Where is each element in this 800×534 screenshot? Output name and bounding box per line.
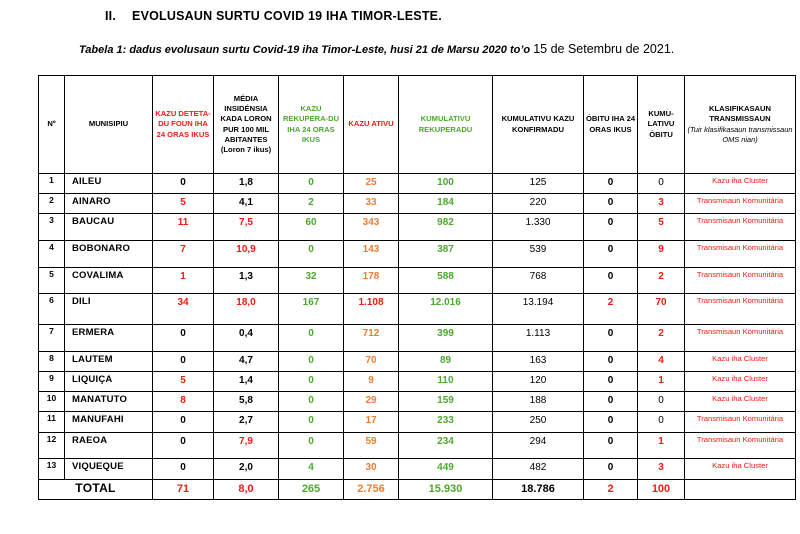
header-label: KAZU REKUPERA-DU IHA 24 ORAS IKUS [282, 104, 340, 144]
table-row [39, 294, 796, 325]
cell-cumulative_deaths: 3 [638, 459, 685, 480]
total-cumulative_recovered: 15.930 [399, 480, 493, 500]
cell-cumulative_confirmed: 250 [493, 412, 584, 433]
cell-cumulative_confirmed: 1.113 [493, 325, 584, 352]
cell-new_cases_24h: 8 [153, 392, 214, 412]
cell-no: 1 [39, 174, 65, 194]
cell-avg_daily_incidence_per_100k: 4,1 [214, 194, 279, 214]
cell-active_cases: 25 [344, 174, 399, 194]
cell-recovered_24h: 0 [279, 412, 344, 433]
cell-no: 12 [39, 433, 65, 459]
cell-cumulative_confirmed: 188 [493, 392, 584, 412]
cell-recovered_24h: 32 [279, 268, 344, 294]
cell-active_cases: 178 [344, 268, 399, 294]
cell-cumulative_recovered: 982 [399, 214, 493, 241]
cell-new_cases_24h: 0 [153, 325, 214, 352]
header-label: ÓBITU IHA 24 ORAS IKUS [585, 114, 636, 134]
cell-new_cases_24h: 0 [153, 459, 214, 480]
cell-cumulative_confirmed: 13.194 [493, 294, 584, 325]
table-row [39, 325, 796, 352]
cell-transmission_classification: Transmisaun Komunitária [685, 214, 796, 241]
cell-cumulative_confirmed: 482 [493, 459, 584, 480]
total-recovered_24h: 265 [279, 480, 344, 500]
cell-cumulative_deaths: 0 [638, 174, 685, 194]
cell-cumulative_confirmed: 294 [493, 433, 584, 459]
table-row [39, 433, 796, 459]
cell-cumulative_deaths: 5 [638, 214, 685, 241]
total-active_cases: 2.756 [344, 480, 399, 500]
table-caption [79, 42, 674, 56]
cell-recovered_24h: 167 [279, 294, 344, 325]
cell-active_cases: 17 [344, 412, 399, 433]
cell-deaths_24h: 0 [584, 241, 638, 268]
cell-new_cases_24h: 34 [153, 294, 214, 325]
cell-deaths_24h: 0 [584, 268, 638, 294]
cell-recovered_24h: 0 [279, 372, 344, 392]
cell-transmission_classification: Transmisaun Komunitária [685, 241, 796, 268]
cell-municipality: ERMERA [65, 325, 153, 352]
header-label: MÉDIA INSIDÉNSIA KADA LORON PUR 100 MIL ABITANTES (Loron 7 ikus) [220, 93, 272, 154]
cell-transmission_classification: Transmisaun Komunitária [685, 325, 796, 352]
table-row [39, 459, 796, 480]
header-label: KUMULATIVU KAZU KONFIRMADU [501, 114, 575, 134]
cell-new_cases_24h: 0 [153, 352, 214, 372]
table-header [39, 76, 796, 174]
cell-cumulative_recovered: 234 [399, 433, 493, 459]
cell-avg_daily_incidence_per_100k: 5,8 [214, 392, 279, 412]
header-deaths_24h [584, 76, 638, 174]
cell-transmission_classification: Transmisaun Komunitária [685, 194, 796, 214]
cell-cumulative_recovered: 233 [399, 412, 493, 433]
cell-deaths_24h: 0 [584, 433, 638, 459]
header-avg_daily_incidence_per_100k [214, 76, 279, 174]
cell-municipality: AINARO [65, 194, 153, 214]
cell-cumulative_deaths: 4 [638, 352, 685, 372]
cell-recovered_24h: 0 [279, 325, 344, 352]
cell-cumulative_deaths: 0 [638, 392, 685, 412]
covid-evolution-table [38, 75, 796, 500]
cell-deaths_24h: 2 [584, 294, 638, 325]
cell-cumulative_deaths: 0 [638, 412, 685, 433]
cell-recovered_24h: 0 [279, 174, 344, 194]
cell-cumulative_recovered: 100 [399, 174, 493, 194]
cell-no: 10 [39, 392, 65, 412]
cell-avg_daily_incidence_per_100k: 1,4 [214, 372, 279, 392]
table-row [39, 392, 796, 412]
cell-recovered_24h: 0 [279, 392, 344, 412]
cell-new_cases_24h: 5 [153, 194, 214, 214]
cell-active_cases: 30 [344, 459, 399, 480]
header-label: MUNISIPIU [88, 119, 129, 129]
cell-cumulative_deaths: 2 [638, 268, 685, 294]
cell-cumulative_recovered: 184 [399, 194, 493, 214]
cell-cumulative_recovered: 12.016 [399, 294, 493, 325]
cell-cumulative_deaths: 9 [638, 241, 685, 268]
cell-new_cases_24h: 11 [153, 214, 214, 241]
cell-transmission_classification: Transmisaun Komunitária [685, 268, 796, 294]
cell-avg_daily_incidence_per_100k: 2,0 [214, 459, 279, 480]
cell-municipality: VIQUEQUE [65, 459, 153, 480]
cell-no: 11 [39, 412, 65, 433]
cell-no: 6 [39, 294, 65, 325]
table-header-row [39, 76, 796, 174]
cell-recovered_24h: 60 [279, 214, 344, 241]
table-caption-date: 15 de Setembru de 2021. [533, 42, 675, 56]
cell-cumulative_deaths: 2 [638, 325, 685, 352]
cell-municipality: AILEU [65, 174, 153, 194]
header-cumulative_recovered [399, 76, 493, 174]
cell-recovered_24h: 2 [279, 194, 344, 214]
cell-municipality: COVALIMA [65, 268, 153, 294]
cell-cumulative_recovered: 387 [399, 241, 493, 268]
table-row [39, 174, 796, 194]
cell-municipality: RAEOA [65, 433, 153, 459]
cell-cumulative_deaths: 1 [638, 372, 685, 392]
cell-transmission_classification: Kazu iha Cluster [685, 174, 796, 194]
total-deaths_24h: 2 [584, 480, 638, 500]
cell-active_cases: 70 [344, 352, 399, 372]
cell-transmission_classification: Kazu iha Cluster [685, 459, 796, 480]
table-row [39, 372, 796, 392]
cell-municipality: LIQUIÇA [65, 372, 153, 392]
cell-municipality: BAUCAU [65, 214, 153, 241]
cell-municipality: MANUFAHI [65, 412, 153, 433]
cell-cumulative_recovered: 399 [399, 325, 493, 352]
header-label: Nº [47, 119, 56, 129]
cell-active_cases: 1.108 [344, 294, 399, 325]
cell-transmission_classification: Transmisaun Komunitária [685, 412, 796, 433]
table-row [39, 194, 796, 214]
cell-recovered_24h: 0 [279, 241, 344, 268]
table-caption-italic: Tabela 1: dadus evolusaun surtu Covid-19 iha Timor-Leste, husi 21 de Marsu 2020 to’o [79, 44, 531, 56]
cell-new_cases_24h: 0 [153, 174, 214, 194]
table-row [39, 214, 796, 241]
cell-municipality: LAUTEM [65, 352, 153, 372]
cell-new_cases_24h: 7 [153, 241, 214, 268]
cell-municipality: DILI [65, 294, 153, 325]
cell-deaths_24h: 0 [584, 214, 638, 241]
cell-cumulative_deaths: 3 [638, 194, 685, 214]
header-municipality [65, 76, 153, 174]
cell-cumulative_deaths: 1 [638, 433, 685, 459]
cell-cumulative_recovered: 159 [399, 392, 493, 412]
total-cumulative_deaths: 100 [638, 480, 685, 500]
cell-active_cases: 29 [344, 392, 399, 412]
header-recovered_24h [279, 76, 344, 174]
table-row [39, 412, 796, 433]
header-label: KAZU ATIVU [348, 119, 394, 129]
total-transmission_classification [685, 480, 796, 500]
cell-avg_daily_incidence_per_100k: 7,9 [214, 433, 279, 459]
cell-deaths_24h: 0 [584, 392, 638, 412]
cell-no: 4 [39, 241, 65, 268]
cell-no: 7 [39, 325, 65, 352]
cell-cumulative_deaths: 70 [638, 294, 685, 325]
cell-deaths_24h: 0 [584, 412, 638, 433]
cell-deaths_24h: 0 [584, 352, 638, 372]
header-cumulative_confirmed [493, 76, 584, 174]
cell-municipality: BOBONARO [65, 241, 153, 268]
cell-avg_daily_incidence_per_100k: 18,0 [214, 294, 279, 325]
cell-deaths_24h: 0 [584, 372, 638, 392]
header-label: KAZU DETETA-DU FOUN IHA 24 ORAS IKUS [155, 109, 211, 139]
header-sublabel: (Tuir klasifikasaun transmissaun OMS nian) [687, 125, 793, 145]
cell-transmission_classification: Transmisaun Komunitária [685, 294, 796, 325]
cell-active_cases: 712 [344, 325, 399, 352]
cell-avg_daily_incidence_per_100k: 4,7 [214, 352, 279, 372]
cell-cumulative_confirmed: 1.330 [493, 214, 584, 241]
table-total-row [39, 480, 796, 500]
cell-cumulative_recovered: 449 [399, 459, 493, 480]
cell-municipality: MANATUTO [65, 392, 153, 412]
cell-new_cases_24h: 1 [153, 268, 214, 294]
cell-recovered_24h: 0 [279, 433, 344, 459]
table-row [39, 352, 796, 372]
cell-new_cases_24h: 0 [153, 433, 214, 459]
section-number: II. [105, 9, 117, 23]
header-active_cases [344, 76, 399, 174]
total-avg_daily_incidence_per_100k: 8,0 [214, 480, 279, 500]
cell-cumulative_recovered: 110 [399, 372, 493, 392]
cell-avg_daily_incidence_per_100k: 10,9 [214, 241, 279, 268]
cell-cumulative_confirmed: 220 [493, 194, 584, 214]
section-title: EVOLUSAUN SURTU COVID 19 IHA TIMOR-LESTE. [132, 9, 442, 23]
cell-recovered_24h: 4 [279, 459, 344, 480]
cell-cumulative_confirmed: 125 [493, 174, 584, 194]
header-cumulative_deaths [638, 76, 685, 174]
cell-no: 9 [39, 372, 65, 392]
cell-active_cases: 59 [344, 433, 399, 459]
cell-cumulative_confirmed: 163 [493, 352, 584, 372]
cell-transmission_classification: Kazu iha Cluster [685, 352, 796, 372]
header-new_cases_24h [153, 76, 214, 174]
cell-avg_daily_incidence_per_100k: 1,3 [214, 268, 279, 294]
cell-no: 5 [39, 268, 65, 294]
header-transmission_classification [685, 76, 796, 174]
header-label: KUMULATIVU REKUPERADU [418, 114, 473, 134]
cell-avg_daily_incidence_per_100k: 7,5 [214, 214, 279, 241]
header-label: KLASIFIKASAUN TRANSMISSAUN [708, 103, 771, 124]
cell-deaths_24h: 0 [584, 194, 638, 214]
cell-transmission_classification: Kazu iha Cluster [685, 392, 796, 412]
cell-active_cases: 343 [344, 214, 399, 241]
cell-no: 13 [39, 459, 65, 480]
cell-active_cases: 143 [344, 241, 399, 268]
cell-active_cases: 9 [344, 372, 399, 392]
cell-no: 3 [39, 214, 65, 241]
total-cumulative_confirmed: 18.786 [493, 480, 584, 500]
cell-deaths_24h: 0 [584, 174, 638, 194]
header-label: KUMU-LATIVU ÓBITU [647, 109, 675, 139]
cell-no: 2 [39, 194, 65, 214]
cell-cumulative_confirmed: 768 [493, 268, 584, 294]
table-row [39, 268, 796, 294]
cell-avg_daily_incidence_per_100k: 1,8 [214, 174, 279, 194]
cell-active_cases: 33 [344, 194, 399, 214]
cell-avg_daily_incidence_per_100k: 2,7 [214, 412, 279, 433]
cell-transmission_classification: Transmisaun Komunitária [685, 433, 796, 459]
cell-deaths_24h: 0 [584, 459, 638, 480]
section-heading [105, 9, 442, 23]
cell-no: 8 [39, 352, 65, 372]
cell-recovered_24h: 0 [279, 352, 344, 372]
header-no [39, 76, 65, 174]
total-label: TOTAL [39, 480, 153, 500]
cell-new_cases_24h: 0 [153, 412, 214, 433]
table-body [39, 174, 796, 500]
cell-transmission_classification: Kazu iha Cluster [685, 372, 796, 392]
cell-cumulative_confirmed: 539 [493, 241, 584, 268]
cell-deaths_24h: 0 [584, 325, 638, 352]
total-new_cases_24h: 71 [153, 480, 214, 500]
cell-cumulative_recovered: 89 [399, 352, 493, 372]
cell-avg_daily_incidence_per_100k: 0,4 [214, 325, 279, 352]
cell-cumulative_recovered: 588 [399, 268, 493, 294]
table-row [39, 241, 796, 268]
cell-new_cases_24h: 5 [153, 372, 214, 392]
cell-cumulative_confirmed: 120 [493, 372, 584, 392]
